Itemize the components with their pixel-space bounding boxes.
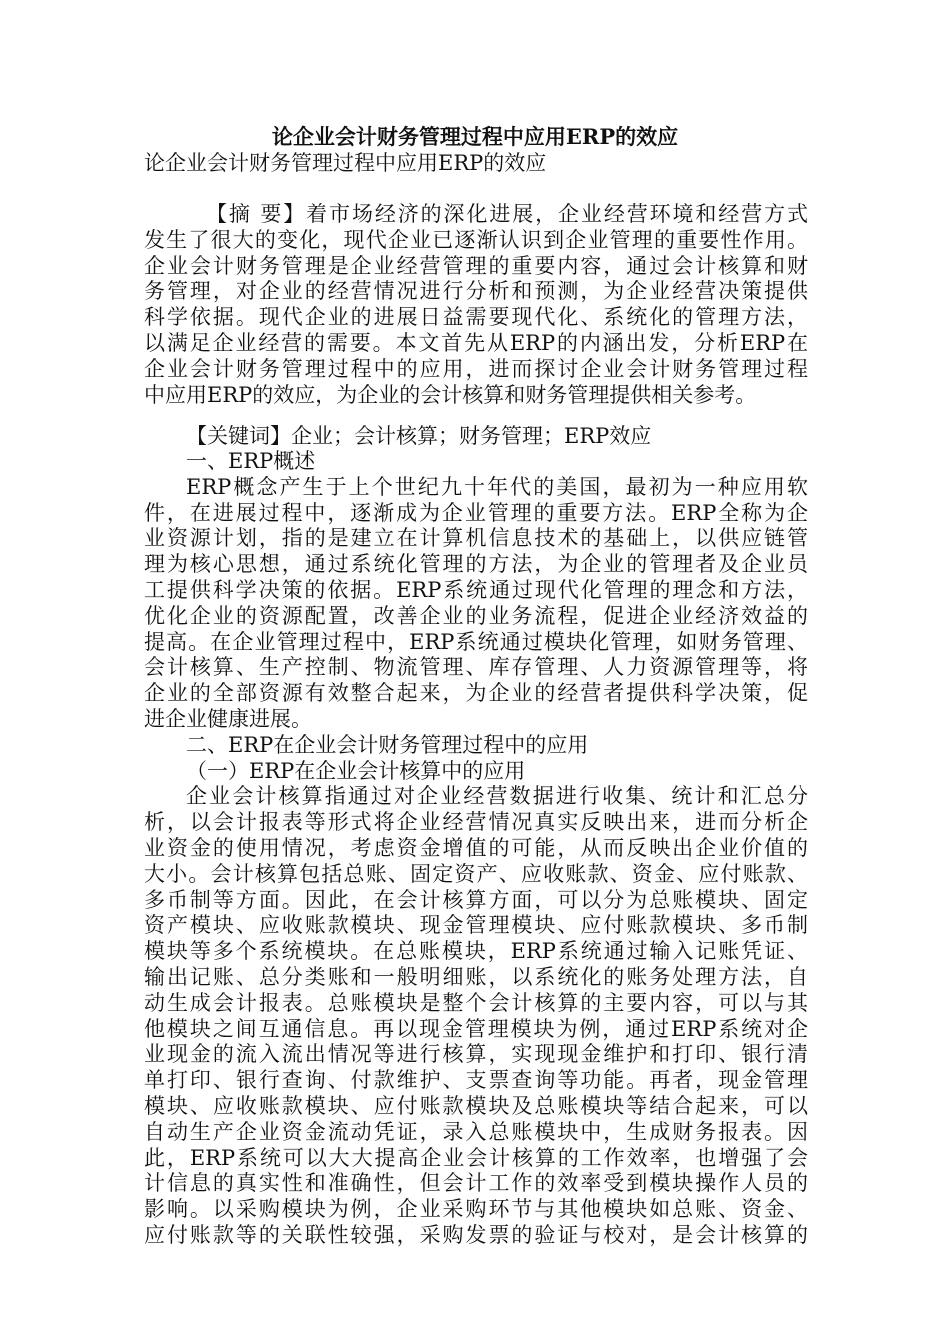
document-subtitle — [144, 151, 808, 177]
body-line: 业资金的使用情况，考虑资金增值的可能，从而反映出企业价值的 — [144, 835, 808, 860]
body-line: 业资源计划，指的是建立在计算机信息技术的基础上，以供应链管 — [144, 526, 808, 551]
body-line: 工提供科学决策的依据。ERP系统通过现代化管理的理念和方法， — [144, 577, 808, 602]
body-line: 模块、应收账款模块、应付账款模块及总账模块等结合起来，可以 — [144, 1093, 808, 1118]
abstract-line: 企业会计财务管理过程中的应用，进而探讨企业会计财务管理过程 — [144, 356, 808, 381]
body-line: 动生成会计报表。总账模块是整个会计核算的主要内容，可以与其 — [144, 990, 808, 1015]
body-line: 计信息的真实性和准确性，但会计工作的效率受到模块操作人员的 — [144, 1171, 808, 1196]
body-line: 业现金的流入流出情况等进行核算，实现现金维护和打印、银行清 — [144, 1042, 808, 1067]
body-line: 自动生产企业资金流动凭证，录入总账模块中，生成财务报表。因 — [144, 1119, 808, 1144]
abstract-line: 科学依据。现代企业的进展日益需要现代化、系统化的管理方法， — [144, 305, 808, 330]
body-line: 影响。以采购模块为例，企业采购环节与其他模块如总账、资金、 — [144, 1197, 808, 1222]
abstract-line: 企业会计财务管理是企业经营管理的重要内容，通过会计核算和财 — [144, 253, 808, 278]
abstract-line: 以满足企业经营的需要。本文首先从ERP的内涵出发，分析ERP在 — [144, 330, 808, 355]
abstract-line: 【摘 要】着市场经济的深化进展，企业经营环境和经营方式 — [206, 202, 808, 226]
body-line: 企业会计核算指通过对企业经营数据进行收集、统计和汇总分 — [186, 784, 808, 809]
body-line: 应付账款等的关联性较强，采购发票的验证与校对，是会计核算的 — [144, 1222, 808, 1247]
section-heading: 一、ERP概述 — [186, 449, 316, 473]
body-line: 企业的全部资源有效整合起来，为企业的经营者提供科学决策，促 — [144, 681, 808, 706]
abstract-line: 发生了很大的变化，现代企业已逐渐认识到企业管理的重要性作用。 — [144, 227, 808, 252]
body-text — [144, 449, 808, 1249]
abstract-paragraph — [144, 202, 808, 408]
body-line: 理为核心思想，通过系统化管理的方法，为企业的管理者及企业员 — [144, 552, 808, 577]
document-title: 论企业会计财务管理过程中应用ERP的效应 — [271, 124, 679, 149]
body-line: 模块等多个系统模块。在总账模块，ERP系统通过输入记账凭证、 — [144, 939, 808, 964]
body-line: 大小。会计核算包括总账、固定资产、应收账款、资金、应付账款、 — [144, 861, 808, 886]
subtitle-text: 论企业会计财务管理过程中应用ERP的效应 — [144, 151, 547, 175]
body-line: 资产模块、应收账款模块、现金管理模块、应付账款模块、多币制 — [144, 913, 808, 938]
body-line: 析，以会计报表等形式将企业经营情况真实反映出来，进而分析企 — [144, 810, 808, 835]
body-line: 此，ERP系统可以大大提高企业会计核算的工作效率，也增强了会 — [144, 1145, 808, 1170]
body-line: 会计核算、生产控制、物流管理、库存管理、人力资源管理等，将 — [144, 655, 808, 680]
section-heading: 二、ERP在企业会计财务管理过程中的应用 — [186, 732, 589, 757]
keywords-line: 【关键词】企业；会计核算；财务管理；ERP效应 — [186, 424, 652, 448]
abstract-line: 中应用ERP的效应，为企业的会计核算和财务管理提供相关参考。 — [144, 382, 757, 407]
body-line: 输出记账、总分类账和一般明细账，以系统化的账务处理方法，自 — [144, 964, 808, 989]
body-line: ERP概念产生于上个世纪九十年代的美国，最初为一种应用软 — [186, 474, 808, 499]
body-line: 提高。在企业管理过程中，ERP系统通过模块化管理，如财务管理、 — [144, 629, 808, 654]
abstract-line: 务管理，对企业的经营情况进行分析和预测，为企业经营决策提供 — [144, 279, 808, 304]
body-line: 单打印、银行查询、付款维护、支票查询等功能。再者，现金管理 — [144, 1068, 808, 1093]
body-line: 进企业健康进展。 — [144, 706, 312, 731]
keywords-paragraph — [144, 424, 808, 450]
body-line: 件，在进展过程中，逐渐成为企业管理的重要方法。ERP全称为企 — [144, 500, 808, 525]
body-line: 多币制等方面。因此，在会计核算方面，可以分为总账模块、固定 — [144, 887, 808, 912]
subsection-heading: （一）ERP在企业会计核算中的应用 — [186, 758, 526, 783]
body-line: 优化企业的资源配置，改善企业的业务流程，促进企业经济效益的 — [144, 603, 808, 628]
body-line: 他模块之间互通信息。再以现金管理模块为例，通过ERP系统对企 — [144, 1016, 808, 1041]
